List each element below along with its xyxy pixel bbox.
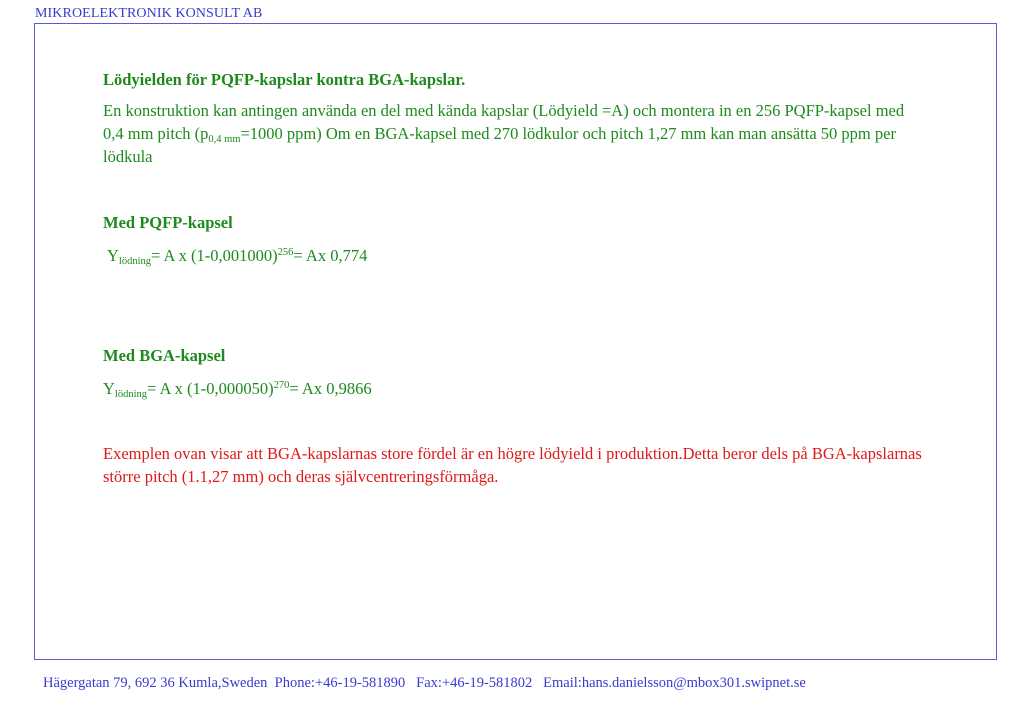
bga-formula-subscript: lödning	[114, 389, 148, 400]
intro-text-part1: En konstruktion kan antingen använda en del med kända kapslar (Lödyield =A) och montera in en 256 PQFP-kapsel med 0,4 mm pitch (p	[103, 101, 905, 143]
company-header: MIKROELEKTRONIK KONSULT AB	[35, 6, 263, 21]
pqfp-formula-result: = Ax 0,774	[293, 246, 368, 265]
pitch-subscript: 0,4 mm	[208, 134, 241, 145]
conclusion-paragraph: Exemplen ovan visar att BGA-kapslarnas store fördel är en högre lödyield i produktion.Detta beror dels på BGA-kapslarnas större pitch (1.1,27 mm) och deras självcentreringsförmåga.	[103, 444, 922, 486]
bga-formula-y: Y	[103, 379, 115, 398]
intro-paragraph	[103, 99, 923, 168]
bga-formula-result: = Ax 0,9866	[289, 379, 372, 398]
pqfp-formula	[107, 244, 927, 267]
pqfp-formula-y: Y	[107, 246, 119, 265]
pqfp-formula-expression: = A x (1-0,001000)	[151, 246, 278, 265]
bga-formula-exponent: 270	[273, 380, 290, 391]
bga-heading: Med BGA-kapsel	[103, 346, 226, 365]
bga-formula-expression: = A x (1-0,000050)	[147, 379, 274, 398]
footer-contact: Hägergatan 79, 692 36 Kumla,Sweden Phone:+46-19-581890 Fax:+46-19-581802 Email:hans.danielsson@mbox301.swipnet.se	[43, 675, 806, 691]
pqfp-formula-exponent: 256	[277, 247, 294, 258]
pqfp-formula-subscript: lödning	[118, 256, 152, 267]
slide-title: Lödyielden för PQFP-kapslar kontra BGA-kapslar.	[103, 70, 466, 89]
bga-formula	[103, 377, 923, 400]
intro-text-part2: =1000 ppm) Om en BGA-kapsel med 270 lödkulor och pitch 1,27 mm kan man ansätta 50 ppm per lödkula	[103, 124, 896, 166]
pqfp-heading: Med PQFP-kapsel	[103, 213, 233, 232]
